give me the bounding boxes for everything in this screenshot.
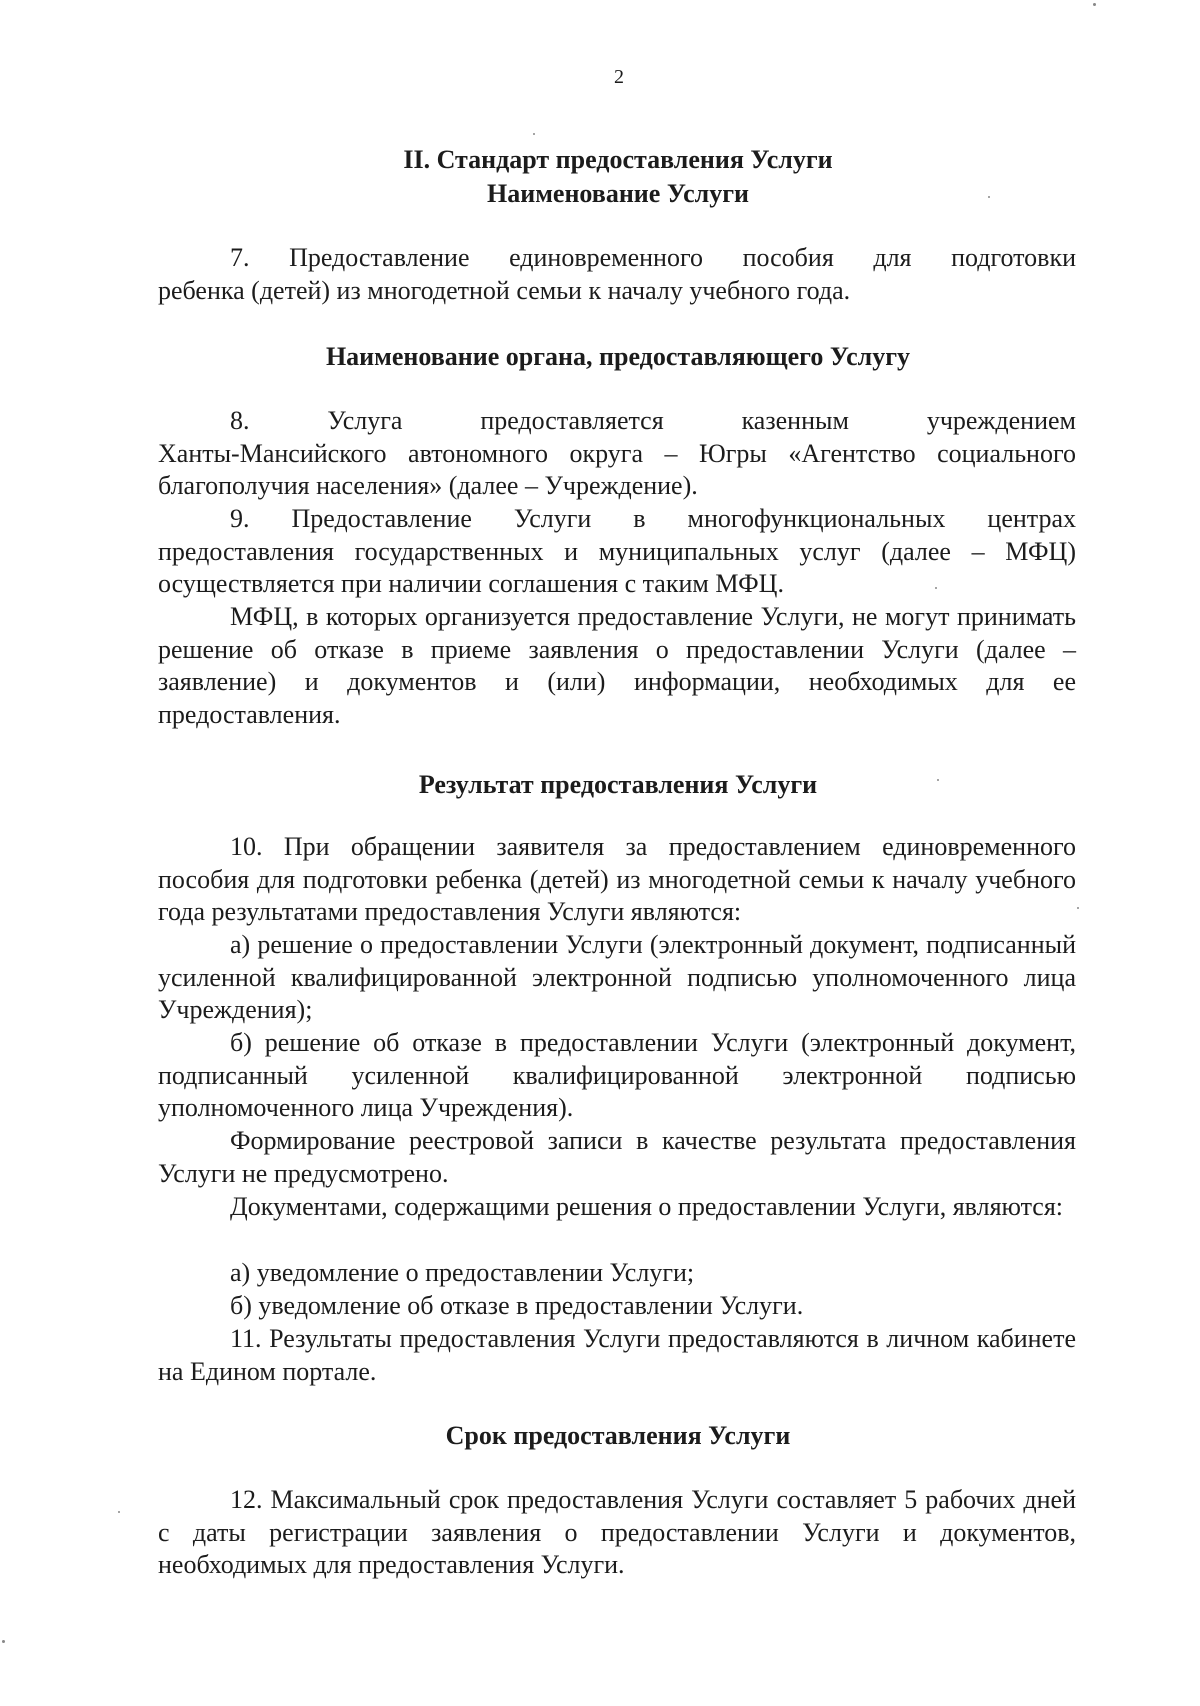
paragraph-8-line-1: 8. Услуга предоставляется казенным учреждением — [230, 406, 1076, 435]
section-subtitle: Наименование Услуги — [486, 179, 750, 208]
scan-speck — [935, 587, 937, 589]
paragraph-9: 9. Предоставление Услуги в многофункциональных центрах предоставления государственных и муниципальных услуг (далее – МФЦ) осуществляется при наличии соглашения с таким МФЦ. — [158, 504, 1076, 599]
scan-speck — [118, 1511, 120, 1513]
scan-speck — [1077, 907, 1079, 909]
paragraph-9-mfc: МФЦ, в которых организуется предоставление Услуги, не могут принимать решение об отказе в приеме заявления о предоставлении Услуги (далее – заявление) и документов и (или) информации, необходимых для ее предоставления. — [158, 602, 1076, 729]
scan-speck — [533, 133, 535, 135]
paragraph-7-line-1: 7. Предоставление единовременного пособия для подготовки — [230, 243, 1076, 272]
section-title: II. Стандарт предоставления Услуги — [403, 145, 833, 174]
scan-speck — [1093, 3, 1096, 6]
paragraph-10-b: б) решение об отказе в предоставлении Услуги (электронный документ, подписанный усиленной квалифицированной электронной подписью уполномоченного лица Учреждения). — [158, 1028, 1076, 1123]
paragraph-7 — [158, 242, 1076, 307]
paragraph-11: 11. Результаты предоставления Услуги предоставляются в личном кабинете на Едином портале. — [158, 1324, 1076, 1386]
page-number: 2 — [614, 66, 624, 88]
heading-result: Результат предоставления Услуги — [418, 770, 818, 799]
paragraph-8-rest: Ханты-Мансийского автономного округа – Югры «Агентство социального благополучия населения» (далее – Учреждение). — [158, 438, 1076, 501]
scan-speck — [2, 1640, 5, 1643]
heading-organ: Наименование органа, предоставляющего Услугу — [325, 342, 911, 371]
paragraph-10-a: а) решение о предоставлении Услуги (электронный документ, подписанный усиленной квалифицированной электронной подписью уполномоченного лица Учреждения); — [158, 930, 1076, 1025]
scan-speck — [937, 779, 939, 781]
paragraph-7-line-2: ребенка (детей) из многодетной семьи к началу учебного года. — [158, 275, 851, 305]
paragraph-10-documents: Документами, содержащими решения о предоставлении Услуги, являются: — [230, 1192, 1064, 1221]
paragraph-12: 12. Максимальный срок предоставления Услуги составляет 5 рабочих дней с даты регистрации заявления о предоставлении Услуги и документов, необходимых для предоставления Услуги. — [158, 1485, 1076, 1580]
heading-term: Срок предоставления Услуги — [445, 1421, 791, 1450]
paragraph-8 — [158, 405, 1076, 503]
scan-speck — [988, 196, 990, 198]
paragraph-10-notice-b: б) уведомление об отказе в предоставлении Услуги. — [230, 1291, 804, 1320]
paragraph-10-registry: Формирование реестровой записи в качестве результата предоставления Услуги не предусмотрено. — [158, 1126, 1076, 1188]
paragraph-10: 10. При обращении заявителя за предоставлением единовременного пособия для подготовки ребенка (детей) из многодетной семьи к началу учебного года результатами предоставления Услуги являются: — [158, 832, 1076, 927]
paragraph-10-notice-a: а) уведомление о предоставлении Услуги; — [230, 1258, 695, 1287]
